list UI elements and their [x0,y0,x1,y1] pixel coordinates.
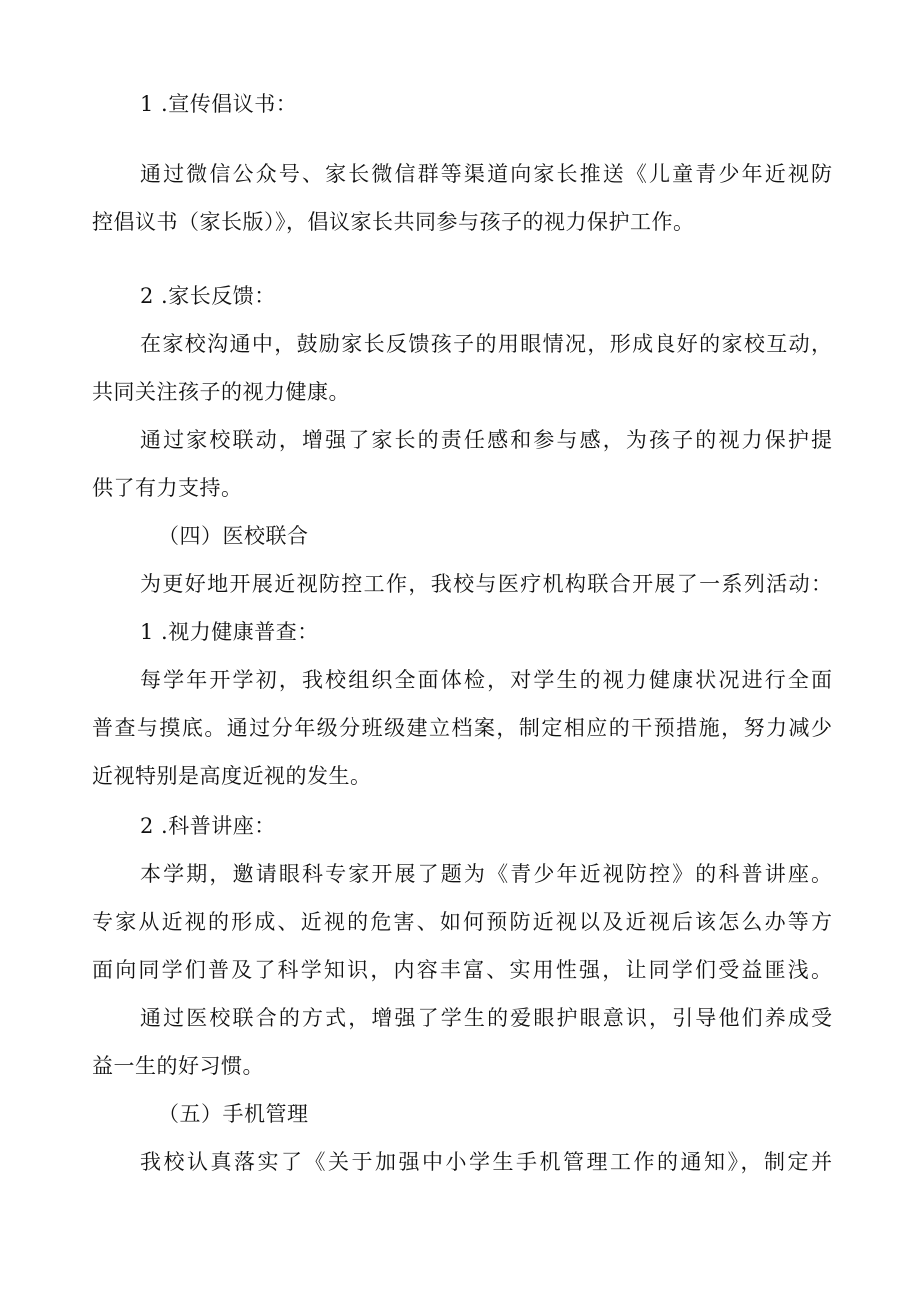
paragraph-line: 面向同学们普及了科学知识，内容丰富、实用性强，让同学们受益匪浅。 [92,958,832,982]
paragraph-line: 通过家校联动，增强了家长的责任感和参与感，为孩子的视力保护提 [140,428,832,452]
paragraph-line: 每学年开学初，我校组织全面体检，对学生的视力健康状况进行全面 [140,668,832,692]
item-heading-proposal: 1 .宣传倡议书： [140,92,298,116]
item-heading-lecture: 2 .科普讲座： [140,814,276,838]
paragraph-line: 益一生的好习惯。 [92,1054,264,1078]
section-heading-medical: （四）医校联合 [158,524,309,548]
paragraph-line: 本学期，邀请眼科专家开展了题为《青少年近视防控》的科普讲座。 [140,862,832,886]
paragraph-line: 在家校沟通中，鼓励家长反馈孩子的用眼情况，形成良好的家校互动， [140,332,832,356]
paragraph-line: 供了有力支持。 [92,476,243,500]
item-heading-screening: 1 .视力健康普查： [140,620,319,644]
paragraph-line: 普查与摸底。通过分年级分班级建立档案，制定相应的干预措施，努力减少 [92,716,832,740]
paragraph-line: 控倡议书（家长版）》，倡议家长共同参与孩子的视力保护工作。 [92,210,695,234]
paragraph-line: 通过医校联合的方式，增强了学生的爱眼护眼意识，引导他们养成受 [140,1006,832,1030]
paragraph-line: 为更好地开展近视防控工作，我校与医疗机构联合开展了一系列活动： [140,572,832,596]
item-heading-feedback: 2 .家长反馈： [140,284,276,308]
paragraph-line: 我校认真落实了《关于加强中小学生手机管理工作的通知》，制定并 [140,1150,832,1174]
paragraph-line: 近视特别是高度近视的发生。 [92,764,372,788]
paragraph-line: 专家从近视的形成、近视的危害、如何预防近视以及近视后该怎么办等方 [92,910,832,934]
paragraph-line: 通过微信公众号、家长微信群等渠道向家长推送《儿童青少年近视防 [140,162,832,186]
paragraph-line: 共同关注孩子的视力健康。 [92,380,350,404]
section-heading-phone: （五）手机管理 [158,1102,309,1126]
